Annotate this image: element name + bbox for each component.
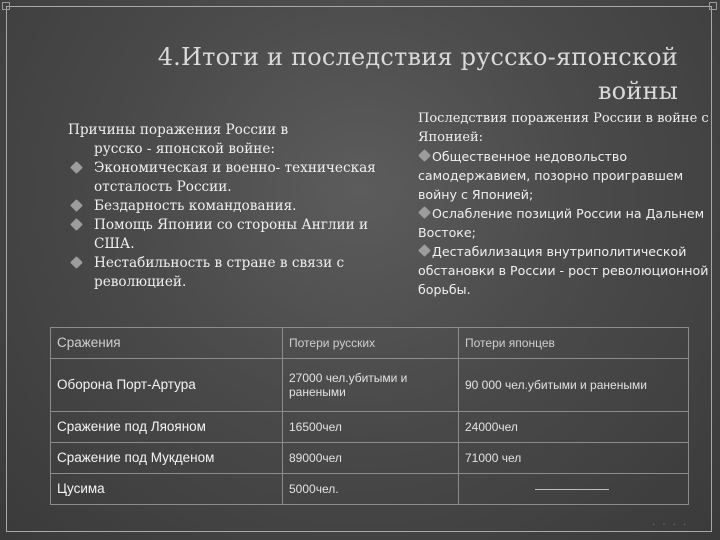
battles-table bbox=[50, 327, 689, 505]
bullet-icon bbox=[70, 199, 83, 212]
table-row bbox=[51, 358, 689, 412]
bullet-icon bbox=[418, 149, 431, 162]
table-cell: 89000чел bbox=[283, 443, 459, 474]
corner-mark bbox=[709, 2, 717, 10]
consequence-text: Дестабилизация внутриполитической обстановки в России - рост революционной борьбы. bbox=[418, 244, 709, 297]
consequence-item bbox=[418, 204, 718, 242]
list-item-text: Нестабильность в стране в связи с революцией. bbox=[94, 255, 345, 290]
list-item bbox=[68, 216, 388, 254]
consequence-item bbox=[418, 242, 718, 299]
consequences-heading: Последствия поражения России в войне с Японией: bbox=[418, 111, 709, 145]
table-cell: Сражение под Ляояном bbox=[51, 412, 283, 443]
list-item bbox=[68, 159, 388, 197]
table-cell: 16500чел bbox=[283, 412, 459, 443]
list-item-text: Бездарность командования. bbox=[94, 198, 297, 214]
table-cell: Цусима bbox=[51, 474, 283, 505]
causes-heading-line2: русско - японской войне: bbox=[94, 141, 275, 157]
bullet-icon bbox=[418, 206, 431, 219]
consequence-text: Ослабление позиций России на Дальнем Востоке; bbox=[418, 206, 705, 240]
table-cell: 5000чел. bbox=[283, 474, 459, 505]
table-cell-empty bbox=[459, 474, 689, 505]
causes-list bbox=[68, 159, 388, 292]
table-header-cell: Потери японцев bbox=[459, 328, 689, 359]
bullet-icon bbox=[418, 244, 431, 257]
blank-line bbox=[535, 489, 609, 490]
causes-heading-line1: Причины поражения России в bbox=[68, 122, 289, 138]
table-row bbox=[51, 412, 689, 443]
table-header-row bbox=[51, 328, 689, 359]
table-header-cell: Потери русских bbox=[283, 328, 459, 359]
bullet-icon bbox=[70, 161, 83, 174]
table-header-cell: Сражения bbox=[51, 328, 283, 359]
table-cell: 71000 чел bbox=[459, 443, 689, 474]
table-cell: 90 000 чел.убитыми и ранеными bbox=[459, 358, 689, 412]
corner-mark bbox=[2, 2, 10, 10]
decorative-dots: · · · · bbox=[652, 520, 689, 531]
table-cell: 27000 чел.убитыми и ранеными bbox=[283, 358, 459, 412]
causes-section bbox=[68, 121, 388, 292]
table-cell: 24000чел bbox=[459, 412, 689, 443]
bullet-icon bbox=[70, 256, 83, 269]
list-item bbox=[68, 197, 388, 216]
causes-heading bbox=[68, 121, 388, 159]
list-item bbox=[68, 254, 388, 292]
table-cell: Оборона Порт-Артура bbox=[51, 358, 283, 412]
list-item-text: Экономическая и военно- техническая отсталость России. bbox=[94, 160, 376, 195]
slide-title: 4.Итоги и последствия русско-японской войны bbox=[157, 43, 678, 105]
table-row bbox=[51, 443, 689, 474]
table-row bbox=[51, 474, 689, 505]
consequence-text: Общественное недовольство самодержавием, позорно проигравшем войну с Японией; bbox=[418, 149, 684, 202]
consequences-section bbox=[418, 109, 718, 299]
bullet-icon bbox=[70, 218, 83, 231]
consequence-item bbox=[418, 147, 718, 204]
table-cell: Сражение под Мукденом bbox=[51, 443, 283, 474]
list-item-text: Помощь Японии со стороны Англии и США. bbox=[94, 217, 369, 252]
